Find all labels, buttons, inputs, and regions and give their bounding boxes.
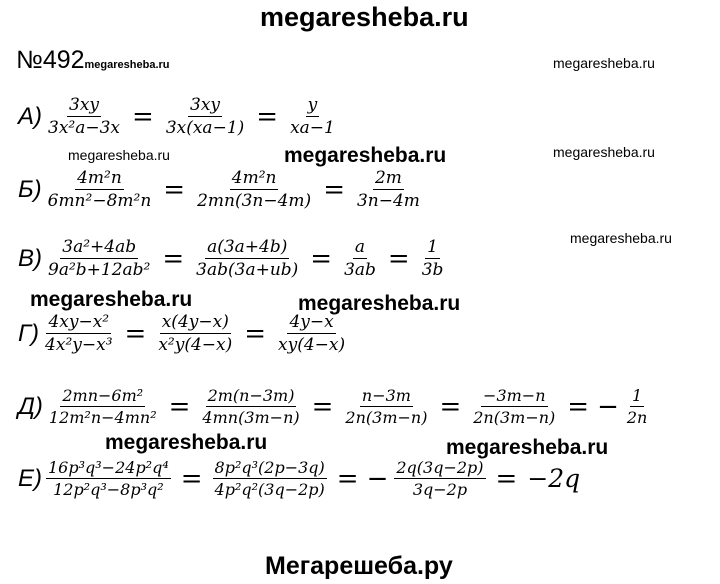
equals-sign: = bbox=[310, 243, 333, 274]
denominator: 3n−4m bbox=[356, 191, 420, 211]
equals-sign: = bbox=[132, 101, 154, 132]
watermark: megaresheba.ru bbox=[570, 230, 672, 246]
problem-number bbox=[16, 46, 170, 75]
equals-sign: = bbox=[180, 463, 203, 494]
fraction bbox=[46, 458, 171, 499]
equals-sign: = bbox=[162, 243, 185, 274]
row-label: А) bbox=[18, 102, 42, 130]
fraction bbox=[43, 312, 114, 355]
fraction bbox=[355, 168, 422, 211]
fraction bbox=[200, 386, 301, 427]
denominator: 2n(3m−n) bbox=[473, 408, 556, 427]
watermark: megaresheba.ru bbox=[30, 288, 193, 311]
final-result: −2q bbox=[527, 464, 581, 493]
fraction bbox=[420, 237, 446, 280]
minus-sign: − bbox=[366, 463, 389, 494]
denominator: 2mn(3n−4m) bbox=[197, 191, 312, 211]
equation-row-b bbox=[18, 168, 426, 211]
numerator: 2mn−6m² bbox=[62, 386, 144, 405]
numerator: 4m²n bbox=[231, 168, 277, 188]
row-label: Б) bbox=[18, 175, 42, 203]
equation-row-g bbox=[18, 312, 351, 355]
numerator: x(4y−x) bbox=[161, 312, 229, 332]
fraction bbox=[343, 386, 429, 427]
watermark: megaresheba.ru bbox=[553, 55, 655, 71]
denominator: 2n bbox=[626, 408, 648, 427]
numerator: 1 bbox=[427, 237, 438, 257]
denominator: 6mn²−8m²n bbox=[47, 191, 152, 211]
equals-sign: = bbox=[256, 101, 279, 132]
fraction bbox=[471, 386, 557, 427]
denominator: 3x(xa−1) bbox=[165, 118, 245, 138]
denominator: 12m²n−4mn² bbox=[48, 408, 157, 427]
numerator: a bbox=[354, 237, 366, 257]
equals-sign: = bbox=[495, 463, 518, 494]
equation-row-a bbox=[18, 95, 341, 138]
fraction bbox=[288, 95, 337, 138]
equation-row-e bbox=[18, 458, 580, 499]
equals-sign: = bbox=[567, 391, 590, 422]
site-footer: Мегарешеба.ру bbox=[265, 552, 453, 580]
watermark: megaresheba.ru bbox=[446, 436, 609, 459]
fraction bbox=[394, 458, 485, 499]
numerator: y bbox=[307, 95, 318, 115]
denominator: 4mn(3m−n) bbox=[202, 408, 300, 427]
numerator: 3xy bbox=[69, 95, 100, 115]
fraction bbox=[156, 312, 234, 355]
denominator: 4p²q²(3q−2p) bbox=[214, 480, 325, 499]
numerator: 2m(n−3m) bbox=[207, 386, 295, 405]
numerator: 2m bbox=[374, 168, 402, 188]
row-label: В) bbox=[18, 244, 42, 272]
fraction bbox=[46, 168, 154, 211]
fraction bbox=[625, 386, 649, 427]
equals-sign: = bbox=[323, 174, 345, 205]
numerator: −3m−n bbox=[483, 386, 546, 405]
equals-sign: = bbox=[387, 243, 410, 274]
equation-row-v bbox=[18, 237, 449, 280]
equals-sign: = bbox=[244, 318, 267, 349]
watermark: megaresheba.ru bbox=[553, 144, 655, 160]
denominator: 3q−2p bbox=[412, 480, 468, 499]
numerator: a(3a+4b) bbox=[207, 237, 288, 257]
fraction bbox=[47, 386, 159, 427]
row-label: Е) bbox=[18, 464, 42, 492]
equals-sign: = bbox=[439, 391, 462, 422]
fraction bbox=[194, 237, 300, 280]
numerator: 3a²+4ab bbox=[62, 237, 137, 257]
denominator: xa−1 bbox=[290, 118, 335, 138]
fraction bbox=[276, 312, 347, 355]
watermark: megaresheba.ru bbox=[284, 144, 447, 167]
numerator: 4xy−x² bbox=[48, 312, 110, 332]
watermark: megaresheba.ru bbox=[68, 147, 170, 163]
problem-number-watermark: megaresheba.ru bbox=[84, 59, 170, 71]
numerator: n−3m bbox=[361, 386, 411, 405]
denominator: 3b bbox=[421, 260, 444, 280]
denominator: 12p²q³−8p³q² bbox=[53, 480, 164, 499]
fraction bbox=[46, 95, 122, 138]
denominator: 4x²y−x³ bbox=[45, 335, 113, 355]
equals-sign: = bbox=[163, 174, 186, 205]
denominator: x²y(4−x) bbox=[158, 335, 233, 355]
numerator: 2q(3q−2p) bbox=[396, 458, 484, 477]
site-header: megaresheba.ru bbox=[260, 2, 469, 32]
watermark: megaresheba.ru bbox=[105, 431, 268, 454]
row-label: Г) bbox=[18, 319, 40, 347]
denominator: xy(4−x) bbox=[278, 335, 346, 355]
numerator: 3xy bbox=[190, 95, 221, 115]
numerator: 4y−x bbox=[289, 312, 334, 332]
equals-sign: = bbox=[168, 391, 191, 422]
fraction bbox=[213, 458, 327, 499]
fraction bbox=[46, 237, 152, 280]
equals-sign: = bbox=[311, 391, 334, 422]
equals-sign: = bbox=[124, 318, 147, 349]
equation-row-d bbox=[18, 386, 653, 427]
fraction bbox=[195, 168, 313, 211]
minus-sign: − bbox=[597, 391, 619, 422]
numerator: 16p³q³−24p²q⁴ bbox=[48, 458, 169, 477]
numerator: 8p²q³(2p−3q) bbox=[214, 458, 325, 477]
fraction bbox=[164, 95, 246, 138]
problem-number-text: №492 bbox=[16, 46, 85, 74]
numerator: 4m²n bbox=[77, 168, 122, 188]
equals-sign: = bbox=[336, 463, 359, 494]
watermark: megaresheba.ru bbox=[298, 292, 461, 315]
denominator: 9a²b+12ab² bbox=[48, 260, 151, 280]
denominator: 3ab bbox=[344, 260, 376, 280]
fraction bbox=[342, 237, 378, 280]
denominator: 3ab(3a+ub) bbox=[196, 260, 299, 280]
row-label: Д) bbox=[18, 392, 43, 420]
denominator: 2n(3m−n) bbox=[345, 408, 428, 427]
denominator: 3x²a−3x bbox=[48, 118, 121, 138]
numerator: 1 bbox=[632, 386, 643, 405]
